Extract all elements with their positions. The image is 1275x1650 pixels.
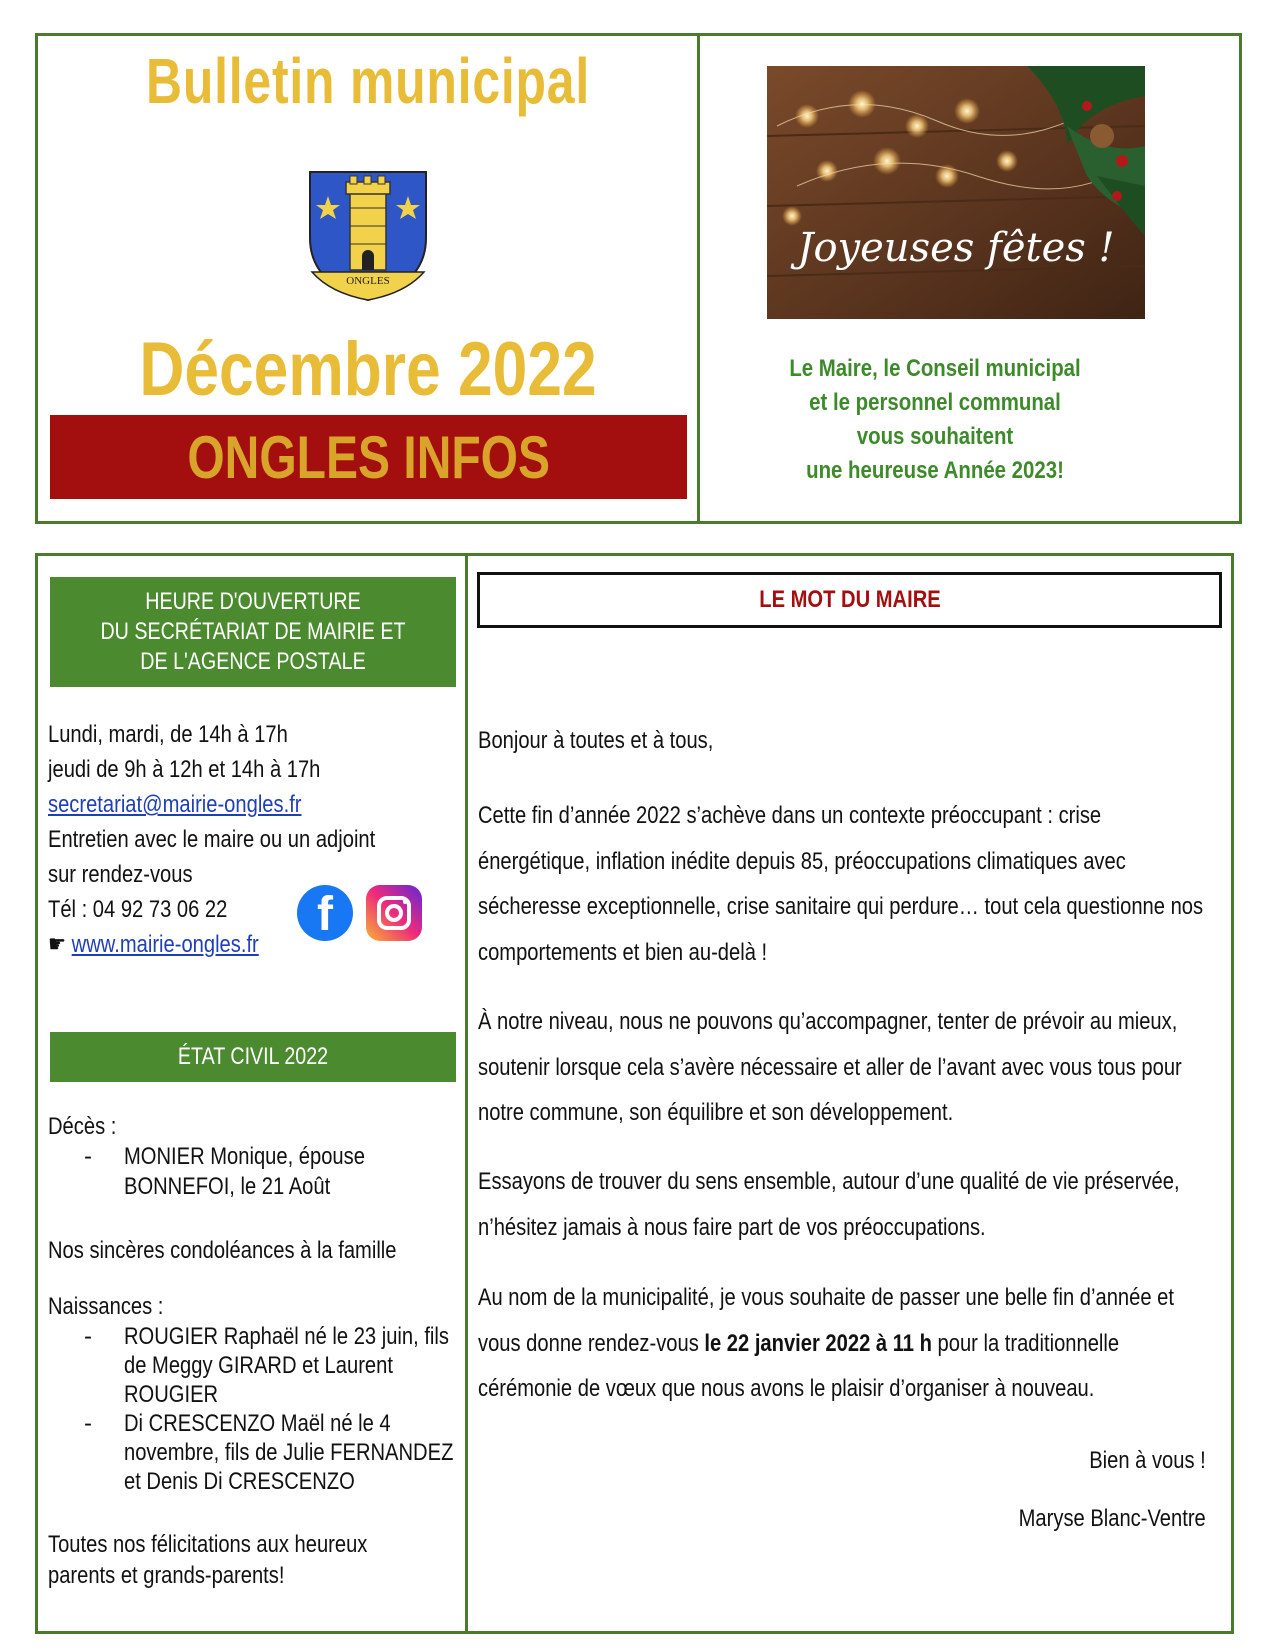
paragraph-line: Au nom de la municipalité, je vous souhaite de passer une belle fin d’année et: [478, 1284, 1174, 1311]
ongles-coat-of-arms: [306, 168, 430, 304]
paragraph-line: notre commune, son équilibre et son développement.: [478, 1099, 954, 1126]
birth-entry: ROUGIER: [124, 1381, 219, 1408]
list-bullet: -: [84, 1410, 92, 1437]
body-divider: [465, 553, 468, 1634]
wishes-line: une heureuse Année 2023!: [806, 457, 1064, 484]
hours-line: Lundi, mardi, de 14h à 17h: [48, 721, 288, 748]
holiday-photo: [767, 66, 1145, 319]
death-entry: MONIER Monique, épouse: [124, 1143, 365, 1170]
heading-line: HEURE D'OUVERTURE: [145, 588, 361, 615]
hours-line: jeudi de 9h à 12h et 14h à 17h: [48, 756, 321, 783]
paragraph-line: Essayons de trouver du sens ensemble, autour d’une qualité de vie préservée,: [478, 1168, 1180, 1195]
ongles-infos-banner: [50, 415, 687, 499]
mot-du-maire-heading: [477, 572, 1222, 628]
paragraph-line: comportements et bien au-delà !: [478, 938, 768, 966]
paragraph-3: [478, 1159, 1206, 1250]
paragraph-line: cérémonie de vœux que nous avons le plaisir d’organiser à nouveau.: [478, 1375, 1095, 1402]
etat-civil-heading: [50, 1032, 456, 1082]
congrats-line: Toutes nos félicitations aux heureux: [48, 1531, 368, 1558]
paragraph-2: [478, 999, 1206, 1136]
paragraph-4: [478, 1275, 1206, 1412]
closing: [478, 1447, 1206, 1475]
wishes-line: vous souhaitent: [856, 423, 1014, 450]
heading-line: DE L'AGENCE POSTALE: [140, 648, 366, 675]
paragraph-1: [478, 793, 1206, 975]
signature: [478, 1505, 1206, 1533]
paragraph-line: sécheresse exceptionnelle, crise sanitaire qui perdure… tout cela questionne nos: [478, 893, 1204, 920]
births-label: Naissances :: [48, 1293, 164, 1320]
births-block: [48, 1292, 458, 1496]
phone-number: Tél : 04 92 73 06 22: [48, 896, 228, 923]
website-link[interactable]: www.mairie-ongles.fr: [71, 931, 259, 958]
issue-month: Décembre 2022: [139, 327, 597, 412]
deaths-label: Décès :: [48, 1113, 117, 1140]
paragraph-line: énergétique, inflation inédite depuis 85, préoccupations climatiques avec: [478, 847, 1126, 875]
list-bullet: -: [84, 1143, 92, 1170]
secretariat-email-link[interactable]: secretariat@mairie-ongles.fr: [48, 791, 302, 818]
ceremony-date: le 22 janvier 2022 à 11 h: [704, 1329, 932, 1357]
wishes-line: et le personnel communal: [809, 389, 1061, 416]
signature-text: Maryse Blanc-Ventre: [1018, 1505, 1206, 1532]
death-entry: BONNEFOI, le 21 Août: [124, 1173, 331, 1200]
paragraph-text: pour la traditionnelle: [931, 1329, 1120, 1357]
crest-label: ONGLES: [346, 275, 390, 287]
greeting: [478, 727, 1206, 755]
banner-text: ONGLES INFOS: [187, 423, 550, 491]
paragraph-text: vous donne rendez-vous: [478, 1329, 705, 1357]
heading-line: DU SECRÉTARIAT DE MAIRIE ET: [100, 618, 406, 645]
paragraph-line: Cette fin d’année 2022 s’achève dans un contexte préoccupant : crise: [478, 802, 1102, 829]
paragraph-line: soutenir lorsque cela s’avère nécessaire et aller de l’avant avec vous tous pour: [478, 1053, 1182, 1081]
heading-text: LE MOT DU MAIRE: [758, 586, 941, 613]
pointing-hand-icon: ☛: [48, 931, 67, 958]
appointment-line: Entretien avec le maire ou un adjoint: [48, 826, 376, 853]
photo-caption: Joyeuses fêtes !: [797, 225, 1115, 271]
birth-entry: novembre, fils de Julie FERNANDEZ: [124, 1439, 454, 1466]
congrats-line: parents et grands-parents!: [48, 1562, 285, 1589]
opening-hours-heading: [50, 577, 456, 687]
birth-entry: ROUGIER Raphaël né le 23 juin, fils: [124, 1323, 449, 1350]
bulletin-title: Bulletin municipal: [146, 45, 590, 117]
heading-text: ÉTAT CIVIL 2022: [177, 1043, 329, 1070]
deaths-block: [48, 1112, 458, 1202]
wishes-line: Le Maire, le Conseil municipal: [789, 355, 1081, 382]
appointment-line: sur rendez-vous: [48, 861, 193, 888]
list-bullet: -: [84, 1323, 92, 1350]
instagram-icon[interactable]: [366, 885, 422, 941]
facebook-icon[interactable]: f: [297, 885, 353, 941]
paragraph-line: n’hésitez jamais à nous faire part de vos préoccupations.: [478, 1213, 986, 1241]
paragraph-line: À notre niveau, nous ne pouvons qu’accompagner, tenter de prévoir au mieux,: [478, 1008, 1178, 1035]
closing-text: Bien à vous !: [1089, 1447, 1206, 1474]
birth-entry: et Denis Di CRESCENZO: [124, 1468, 355, 1495]
greeting-text: Bonjour à toutes et à tous,: [478, 727, 714, 754]
birth-entry: Di CRESCENZO Maël né le 4: [124, 1410, 391, 1437]
season-wishes: [700, 352, 1170, 488]
birth-entry: de Meggy GIRARD et Laurent: [124, 1352, 393, 1379]
condolences: [48, 1233, 458, 1268]
congratulations: [48, 1529, 458, 1591]
condolences-text: Nos sincères condoléances à la famille: [48, 1237, 397, 1264]
